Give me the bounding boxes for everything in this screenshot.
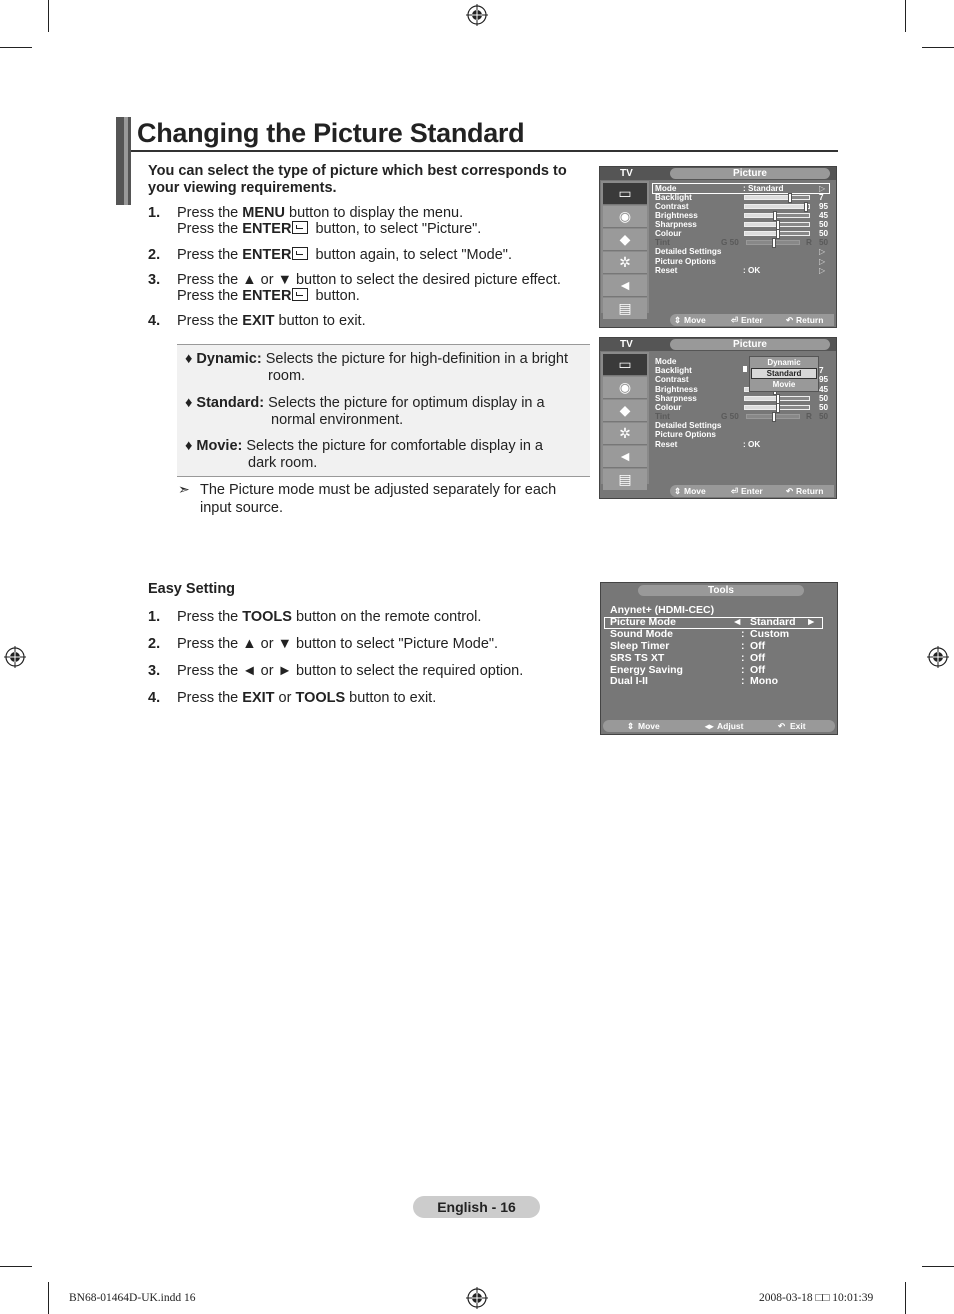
input-menu-icon[interactable]: ◄: [603, 275, 647, 297]
step-text: Press the EXIT button to exit.: [177, 313, 366, 329]
osd-row-reset[interactable]: Reset: [655, 440, 678, 449]
osd-title: Picture: [670, 339, 830, 350]
step-text: Press the ◄ or ► button to select the required option.: [177, 663, 524, 679]
tools-row-energy-saving[interactable]: Energy Saving: [610, 664, 683, 676]
left-arrow-icon[interactable]: ◄: [732, 616, 743, 628]
tools-row-dual[interactable]: Dual I-II: [610, 675, 648, 687]
dropdown-option-dynamic[interactable]: Dynamic: [767, 358, 801, 367]
mode-movie-cont: dark room.: [248, 455, 318, 471]
crop-mark: [48, 1282, 49, 1314]
registration-mark-icon: [466, 4, 488, 26]
osd-row-colour[interactable]: Colour: [655, 403, 682, 412]
contrast-value: 95: [819, 202, 829, 211]
chevron-right-icon: ▷: [819, 247, 826, 256]
enter-icon: [292, 221, 308, 234]
enter-icon: [292, 288, 308, 301]
crop-mark: [905, 1282, 906, 1314]
footer-move: Move: [638, 721, 660, 731]
sharpness-value: 50: [819, 220, 829, 229]
sound-menu-icon[interactable]: ◉: [603, 377, 647, 399]
tint-g-label: G 50: [721, 412, 739, 421]
step-text: Press the ▲ or ▼ button to select the desired picture effect.: [177, 272, 561, 288]
title-accent-stripe: [124, 117, 128, 205]
step-text: Press the TOOLS button on the remote control.: [177, 609, 482, 625]
separator-colon: :: [741, 675, 745, 687]
tools-row-anynet[interactable]: Anynet+ (HDMI-CEC): [610, 604, 715, 616]
tools-menu-osd: [600, 582, 838, 735]
osd-row-backlight[interactable]: Backlight: [655, 366, 692, 375]
picture-menu-icon[interactable]: ▭: [603, 354, 647, 376]
step-number: 1.: [148, 609, 161, 625]
step-number: 3.: [148, 272, 161, 288]
adjust-icon: ◂▸: [705, 721, 714, 731]
backlight-value: 7: [819, 366, 824, 375]
brightness-value: 45: [819, 385, 829, 394]
osd-row-detailed-settings[interactable]: Detailed Settings: [655, 421, 722, 430]
tint-g-label: G 50: [721, 238, 739, 247]
osd-row-picture-options[interactable]: Picture Options: [655, 430, 716, 439]
chevron-right-icon: ▷: [819, 184, 826, 193]
tint-r-label: R: [806, 412, 812, 421]
separator-colon: :: [741, 652, 745, 664]
move-icon: ⇕: [674, 486, 682, 496]
footer-enter: Enter: [741, 486, 763, 496]
footer-enter: Enter: [741, 315, 763, 325]
osd-title: Picture: [670, 168, 830, 179]
return-icon: ↶: [786, 486, 794, 496]
colour-value: 50: [819, 403, 829, 412]
setup-menu-icon[interactable]: ✲: [603, 252, 647, 274]
footer-move: Move: [684, 486, 706, 496]
separator-colon: :: [741, 628, 745, 640]
channel-menu-icon[interactable]: ◆: [603, 400, 647, 422]
crop-mark: [922, 1266, 954, 1267]
osd-footer: [670, 485, 834, 497]
contrast-slider[interactable]: [744, 204, 810, 209]
step-number: 3.: [148, 663, 161, 679]
footer-move: Move: [684, 315, 706, 325]
sleep-timer-value: Off: [750, 640, 766, 652]
step-text: Press the ENTER button.: [177, 288, 360, 304]
osd-row-backlight[interactable]: Backlight: [655, 193, 692, 202]
channel-menu-icon[interactable]: ◆: [603, 229, 647, 251]
note-text: The Picture mode must be adjusted separately for each input source.: [200, 482, 557, 516]
tint-slider: [746, 414, 800, 419]
step-number: 4.: [148, 313, 161, 329]
tint-value: 50: [819, 412, 829, 421]
osd-row-detailed-settings[interactable]: Detailed Settings: [655, 247, 722, 256]
contrast-value: 95: [819, 375, 829, 384]
crop-mark: [922, 47, 954, 48]
reset-value: : OK: [743, 266, 761, 275]
tools-row-picture-mode[interactable]: Picture Mode: [610, 616, 676, 628]
brightness-value: 45: [819, 211, 829, 220]
picture-mode-dropdown-osd: [599, 337, 837, 499]
osd-footer: [670, 314, 834, 326]
sound-menu-icon[interactable]: ◉: [603, 206, 647, 228]
mode-descriptions: [177, 344, 590, 477]
mode-dynamic-cont: room.: [268, 368, 306, 384]
dropdown-option-standard[interactable]: Standard: [751, 368, 817, 379]
footer-return: Return: [796, 315, 824, 325]
osd-row-brightness[interactable]: Brightness: [655, 385, 698, 394]
colour-slider[interactable]: [744, 231, 810, 236]
step-text: Press the MENU button to display the menu.: [177, 205, 464, 221]
print-slug-timestamp: 2008-03-18 □□ 10:01:39: [759, 1292, 874, 1304]
step-number: 4.: [148, 690, 161, 706]
picture-menu-osd: [599, 166, 837, 328]
osd-row-tint: Tint: [655, 238, 670, 247]
enter-icon: [292, 247, 308, 260]
osd-mode-value: : Standard: [743, 184, 784, 193]
enter-icon: ⏎: [731, 315, 739, 325]
osd-row-colour[interactable]: Colour: [655, 229, 682, 238]
backlight-slider[interactable]: [744, 195, 810, 200]
chevron-right-icon: ▷: [819, 266, 826, 275]
osd-sidebar: [601, 181, 649, 316]
return-icon: ↶: [778, 721, 786, 731]
osd-row-sharpness[interactable]: Sharpness: [655, 394, 697, 403]
chevron-right-icon: ▷: [819, 257, 826, 266]
osd-row-picture-options[interactable]: Picture Options: [655, 257, 716, 266]
footer-exit: Exit: [790, 721, 806, 731]
energy-saving-value: Off: [750, 664, 766, 676]
page-number: English - 16: [413, 1196, 540, 1218]
setup-menu-icon[interactable]: ✲: [603, 423, 647, 445]
sharpness-slider[interactable]: [744, 396, 810, 401]
osd-row-mode[interactable]: Mode: [655, 184, 677, 193]
right-arrow-icon[interactable]: ►: [806, 616, 817, 628]
input-menu-icon[interactable]: ◄: [603, 446, 647, 468]
crop-mark: [0, 47, 32, 48]
tint-slider: [746, 240, 800, 245]
footer-return: Return: [796, 486, 824, 496]
registration-mark-icon: [466, 1287, 488, 1309]
tools-row-sleep-timer[interactable]: Sleep Timer: [610, 640, 670, 652]
osd-row-contrast[interactable]: Contrast: [655, 375, 689, 384]
tint-r-label: R: [806, 238, 812, 247]
colour-slider[interactable]: [744, 405, 810, 410]
tint-value: 50: [819, 238, 829, 247]
dropdown-anchor: [743, 366, 747, 372]
application-menu-icon[interactable]: ▤: [603, 298, 647, 320]
osd-sidebar: [601, 352, 649, 487]
osd-row-reset[interactable]: Reset: [655, 266, 678, 275]
separator-colon: :: [741, 640, 745, 652]
sharpness-slider[interactable]: [744, 222, 810, 227]
mode-standard-cont: normal environment.: [271, 412, 404, 428]
osd-tv-label: TV: [620, 339, 633, 350]
footer-adjust: Adjust: [717, 721, 744, 731]
dropdown-option-movie[interactable]: Movie: [772, 380, 796, 389]
osd-row-brightness[interactable]: Brightness: [655, 211, 698, 220]
registration-mark-icon: [927, 646, 949, 668]
move-icon: ⇕: [627, 721, 635, 731]
step-text: Press the ENTER button again, to select "Mode".: [177, 247, 512, 263]
tools-row-srs[interactable]: SRS TS XT: [610, 652, 665, 664]
mode-dropdown[interactable]: [749, 356, 819, 392]
tools-title: Tools: [638, 585, 804, 596]
sound-mode-value: Custom: [750, 628, 790, 640]
easy-setting-heading: Easy Setting: [148, 581, 236, 597]
intro-text: You can select the type of picture which best corresponds to your viewing requirements.: [148, 163, 567, 196]
step-number: 1.: [148, 205, 161, 221]
osd-row-tint: Tint: [655, 412, 670, 421]
separator-colon: :: [741, 664, 745, 676]
colour-value: 50: [819, 229, 829, 238]
mode-dynamic: ♦ Dynamic: Selects the picture for high-definition in a bright: [185, 351, 568, 367]
step-text: Press the ENTER button, to select "Picture".: [177, 221, 482, 237]
osd-row-mode[interactable]: Mode: [655, 357, 677, 366]
enter-icon: ⏎: [731, 486, 739, 496]
note-arrow-icon: ➣: [178, 481, 190, 497]
crop-mark: [905, 0, 906, 32]
picture-mode-value: Standard: [750, 616, 796, 628]
tools-footer: [603, 720, 835, 732]
print-slug-file: BN68-01464D-UK.indd 16: [69, 1292, 196, 1304]
page-title: Changing the Picture Standard: [137, 118, 525, 148]
dual-value: Mono: [750, 675, 778, 687]
sharpness-value: 50: [819, 394, 829, 403]
tools-row-sound-mode[interactable]: Sound Mode: [610, 628, 673, 640]
osd-tv-label: TV: [620, 168, 633, 179]
step-number: 2.: [148, 247, 161, 263]
registration-mark-icon: [4, 646, 26, 668]
mode-movie: ♦ Movie: Selects the picture for comfortable display in a: [185, 438, 543, 454]
mode-standard: ♦ Standard: Selects the picture for optimum display in a: [185, 395, 545, 411]
crop-mark: [0, 1266, 32, 1267]
step-number: 2.: [148, 636, 161, 652]
return-icon: ↶: [786, 315, 794, 325]
osd-row-sharpness[interactable]: Sharpness: [655, 220, 697, 229]
backlight-value: 7: [819, 193, 824, 202]
crop-mark: [48, 0, 49, 32]
brightness-slider[interactable]: [744, 213, 810, 218]
reset-value: : OK: [743, 440, 761, 449]
application-menu-icon[interactable]: ▤: [603, 469, 647, 491]
step-text: Press the EXIT or TOOLS button to exit.: [177, 690, 437, 706]
picture-menu-icon[interactable]: ▭: [603, 183, 647, 205]
step-text: Press the ▲ or ▼ button to select "Picture Mode".: [177, 636, 499, 652]
srs-value: Off: [750, 652, 766, 664]
title-divider: [131, 150, 838, 152]
osd-row-contrast[interactable]: Contrast: [655, 202, 689, 211]
move-icon: ⇕: [674, 315, 682, 325]
